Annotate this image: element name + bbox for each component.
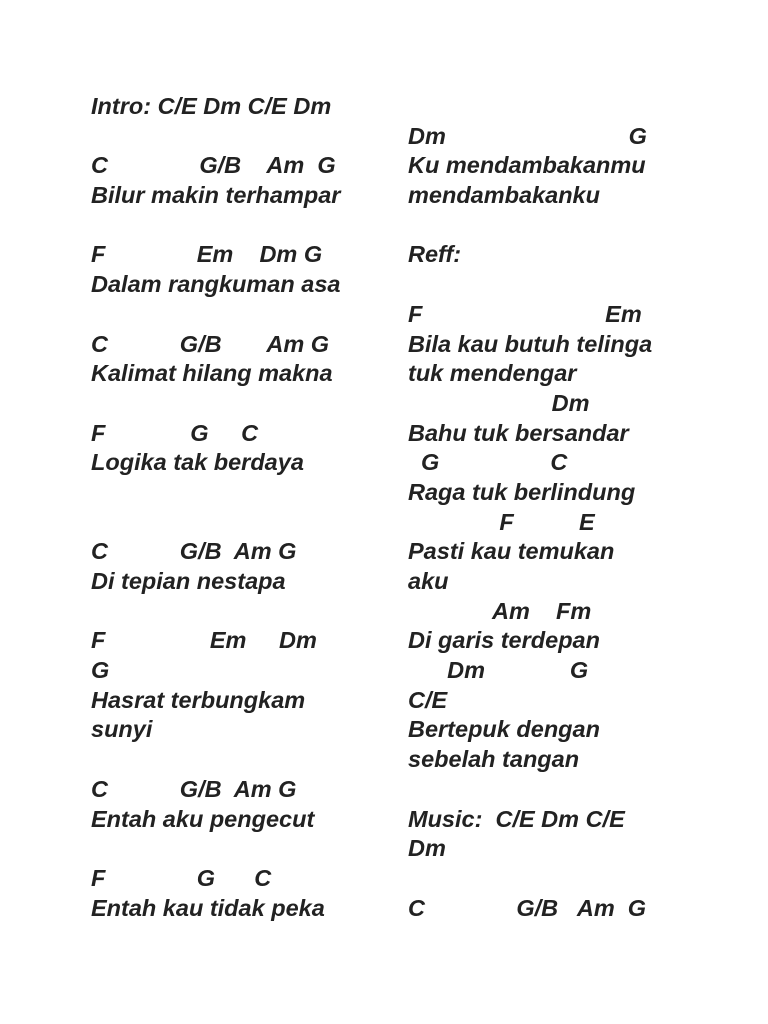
- blank-line: [408, 211, 708, 241]
- lyric-line: Di garis terdepan: [408, 627, 600, 654]
- left-lyrics-column: [91, 92, 381, 923]
- lyric-line: Logika tak berdaya: [91, 449, 304, 476]
- chord-line: F Em Dm G: [91, 241, 323, 268]
- chord-line: F Em: [408, 300, 642, 327]
- chord-line: Dm G: [408, 122, 647, 149]
- chord-line: F E: [408, 508, 595, 535]
- lyric-line: Pasti kau temukan: [408, 538, 615, 565]
- blank-line: [408, 864, 708, 894]
- lyric-line: Entah kau tidak peka: [91, 894, 325, 921]
- blank-line: [408, 270, 708, 300]
- chord-line: Am Fm: [408, 597, 592, 624]
- blank-line: [91, 745, 381, 775]
- lyric-line: Di tepian nestapa: [91, 568, 286, 594]
- chord-line: C G/B Am G: [91, 538, 297, 565]
- music-line: Music: C/E Dm C/E: [408, 805, 625, 832]
- blank-line: [91, 122, 381, 152]
- blank-line: [91, 508, 381, 538]
- lyric-line: Bilur makin terhampar: [91, 182, 341, 209]
- lyric-line: Hasrat terbungkam: [91, 686, 306, 713]
- lyric-line: Bertepuk dengan: [408, 716, 600, 743]
- blank-line: [91, 211, 381, 241]
- lyric-line: Dalam rangkuman asa: [91, 271, 341, 298]
- right-lyrics-column: [408, 92, 708, 923]
- chord-line: F G C: [91, 864, 272, 891]
- chord-line: F Em Dm: [91, 627, 317, 654]
- lyric-line: Kalimat hilang makna: [91, 360, 333, 387]
- blank-line: [91, 597, 381, 627]
- lyric-line: sunyi: [91, 716, 153, 743]
- chord-line: Dm G: [408, 657, 589, 684]
- lyric-line: aku: [408, 568, 449, 594]
- chord-line: C G/B Am G: [408, 894, 647, 921]
- music-line: Dm: [408, 835, 446, 862]
- chord-line: C G/B Am G: [91, 775, 297, 802]
- blank-line: [91, 478, 381, 508]
- blank-line: [91, 300, 381, 330]
- chord-line: G C: [408, 449, 568, 476]
- blank-line: [91, 834, 381, 864]
- intro-line: Intro: C/E Dm C/E Dm: [91, 93, 332, 119]
- lyric-line: Raga tuk berlindung: [408, 478, 636, 505]
- blank-line: [408, 92, 708, 122]
- section-label: Reff:: [408, 241, 462, 268]
- lyric-line: Ku mendambakanmu: [408, 152, 646, 179]
- blank-line: [91, 389, 381, 419]
- lyric-line: Bila kau butuh telinga: [408, 330, 653, 357]
- chord-line: Dm: [408, 389, 590, 416]
- chord-line: C/E: [408, 686, 448, 713]
- lyric-line: mendambakanku: [408, 182, 600, 209]
- blank-line: [408, 775, 708, 805]
- chord-line: G: [91, 657, 110, 684]
- chord-line: F G C: [91, 419, 259, 446]
- lyric-line: tuk mendengar: [408, 360, 577, 387]
- chord-line: C G/B Am G: [91, 152, 336, 179]
- lyric-line: sebelah tangan: [408, 746, 580, 773]
- chord-line: C G/B Am G: [91, 330, 330, 357]
- lyric-line: Entah aku pengecut: [91, 805, 315, 832]
- lyric-line: Bahu tuk bersandar: [408, 419, 629, 446]
